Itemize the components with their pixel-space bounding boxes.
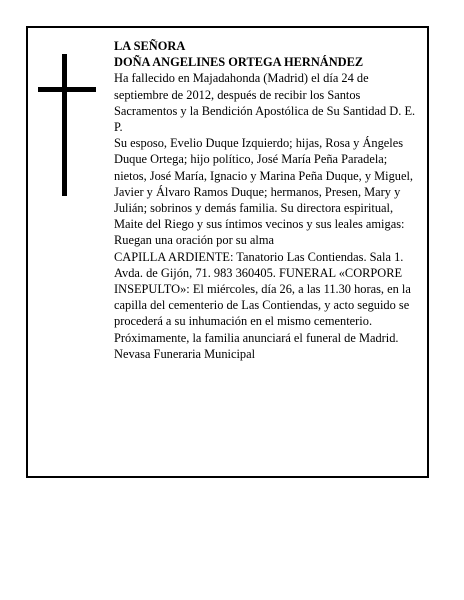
prayer-request: Ruegan una oración por su alma [114, 233, 274, 248]
death-announcement: Ha fallecido en Majadahonda (Madrid) el día 24 de septiembre de 2012, después de recibir los Santos Sacramentos y la Bendición Apostólica de Su Santidad D. E. P. [114, 71, 416, 135]
cross-icon [38, 54, 96, 196]
future-funeral-note: Próximamente, la familia anunciará el funeral de Madrid. [114, 330, 399, 345]
cross-vertical-bar [62, 54, 67, 196]
notice-title: LA SEÑORA [114, 39, 186, 53]
cross-horizontal-bar [38, 87, 96, 92]
obituary-text [114, 38, 422, 362]
funeral-home-name: Nevasa Funeraria Municipal [114, 346, 256, 361]
deceased-name: DOÑA ANGELINES ORTEGA HERNÁNDEZ [114, 55, 364, 70]
family-list: Su esposo, Evelio Duque Izquierdo; hijas, Rosa y Ángeles Duque Ortega; hijo político, José María Peña Paradela; nietos, José María, Ignacio y Marina Peña Duque, y Miguel, Javier y Álvaro Ramos Duque; hermanos, Presen, Mary y Julián; sobrinos y demás familia. Su directora espiritual, Maite del Riego y sus íntimos vecinos y sus leales amigas: [114, 136, 414, 232]
funeral-details: CAPILLA ARDIENTE: Tanatorio Las Contiendas. Sala 1. Avda. de Gijón, 71. 983 360405. FUNERAL «CORPORE INSEPULTO»: El miércoles, día 26, a las 11.30 horas, en la capilla del cementerio de Las Contiendas, y acto seguido se procederá a su inhumación en el mismo cementerio. [114, 249, 411, 329]
